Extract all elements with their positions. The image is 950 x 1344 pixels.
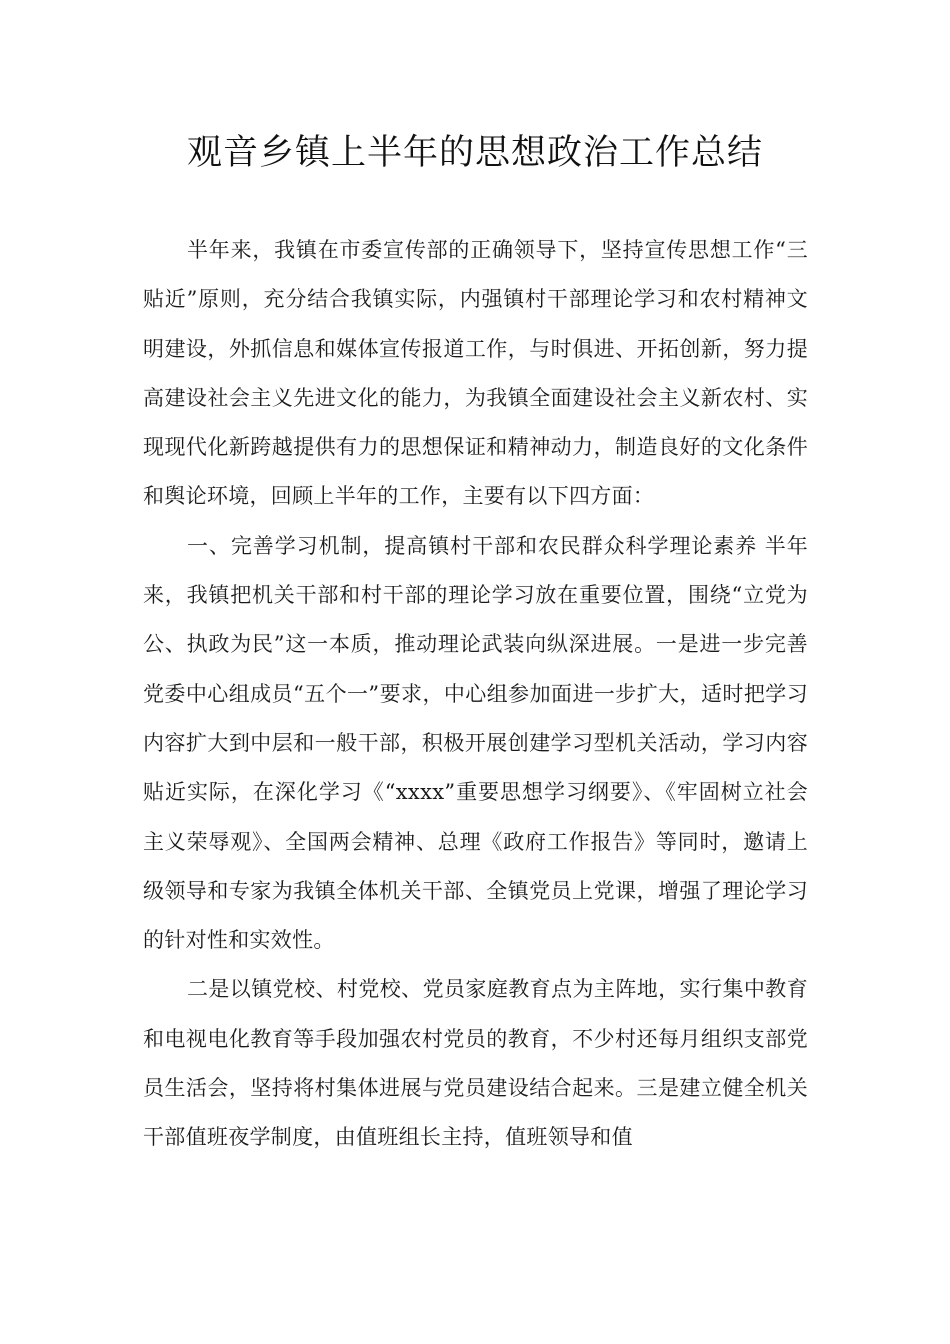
document-body bbox=[143, 226, 808, 1163]
paragraph-section-one: 一、完善学习机制，提高镇村干部和农民群众科学理论素养 半年来，我镇把机关干部和村干部的理论学习放在重要位置，围绕“立党为公、执政为民”这一本质，推动理论武装向纵深进展。一是进一步完善党委中心组成员“五个一”要求，中心组参加面进一步扩大，适时把学习内容扩大到中层和一般干部，积极开展创建学习型机关活动，学习内容贴近实际，在深化学习《“xxxx”重要思想学习纲要》、《牢固树立社会主义荣辱观》、全国两会精神、总理《政府工作报告》等同时，邀请上级领导和专家为我镇全体机关干部、全镇党员上党课，增强了理论学习的针对性和实效性。 bbox=[143, 533, 808, 953]
paragraph-intro: 半年来，我镇在市委宣传部的正确领导下，坚持宣传思想工作“三贴近”原则，充分结合我镇实际，内强镇村干部理论学习和农村精神文明建设，外抓信息和媒体宣传报道工作，与时俱进、开拓创新，努力提高建设社会主义先进文化的能力，为我镇全面建设社会主义新农村、实现现代化新跨越提供有力的思想保证和精神动力，制造良好的文化条件和舆论环境，回顾上半年的工作，主要有以下四方面： bbox=[143, 238, 808, 509]
document-title: 观音乡镇上半年的思想政治工作总结 bbox=[186, 133, 763, 173]
paragraph-section-two: 二是以镇党校、村党校、党员家庭教育点为主阵地，实行集中教育和电视电化教育等手段加强农村党员的教育，不少村还每月组织支部党员生活会，坚持将村集体进展与党员建设结合起来。三是建立健全机关干部值班夜学制度，由值班组长主持，值班领导和值 bbox=[143, 977, 808, 1150]
